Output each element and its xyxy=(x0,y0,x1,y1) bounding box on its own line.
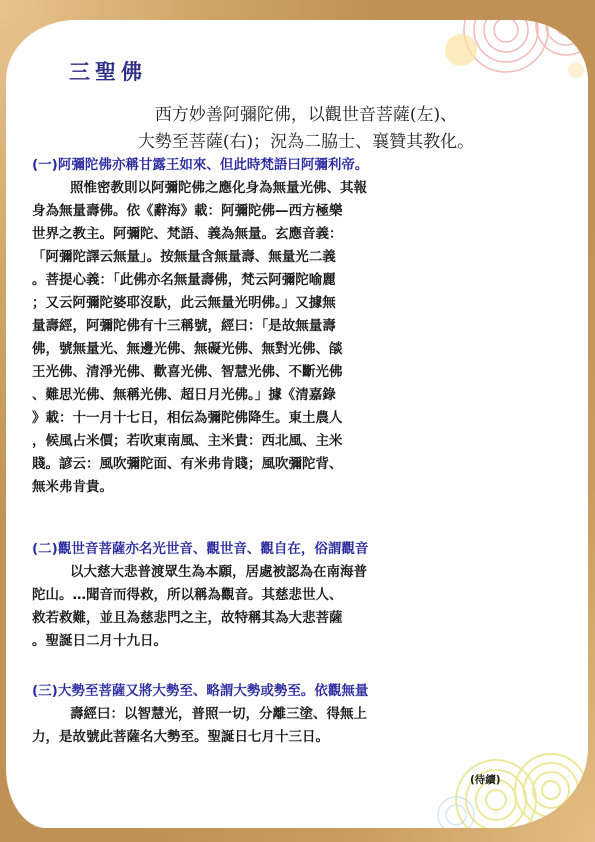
intro-line: 大勢至菩薩(右)；況為二脇士、襄贊其教化。 xyxy=(137,132,475,152)
body-line: 王光佛、清淨光佛、歡喜光佛、智慧光佛、不斷光佛 xyxy=(32,364,343,380)
body-line: 陀山。…聞音而得救，所以稱為觀音。其慈悲世人、 xyxy=(32,587,343,603)
section-body xyxy=(32,177,583,499)
body-line: 》載：十一月十七日，相伝為彌陀佛降生。東土農人 xyxy=(32,410,343,426)
body-line: 無米弗肯貴。 xyxy=(32,479,113,495)
section-amitabha xyxy=(32,154,583,499)
swirl-decoration-top-right xyxy=(426,20,588,100)
body-line: 世界之教主。阿彌陀、梵語、義為無量。玄應音義： xyxy=(32,226,343,242)
continued-note: (待續) xyxy=(470,774,501,786)
section-heading: (三)大勢至菩薩又將大勢至、略謂大勢或勢至。依觀無量 xyxy=(32,683,369,699)
body-line: 身為無量壽佛。依《辭海》載：阿彌陀佛—西方極樂 xyxy=(32,203,343,219)
body-line: 佛，號無量光、無邊光佛、無礙光佛、無對光佛、燄 xyxy=(32,341,343,357)
section-body xyxy=(32,561,583,653)
body-line: ；又云阿彌陀婆耶沒馱，此云無量光明佛。」又據無 xyxy=(32,295,336,311)
body-line: 壽經曰：以智慧光，普照一切，分離三塗、得無上 xyxy=(70,706,367,722)
body-line: 。菩提心義：「此佛亦名無量壽佛，梵云阿彌陀喻麗 xyxy=(32,272,336,288)
body-line: 救若救難，並且為慈悲門之主，故特稱其為大悲菩薩 xyxy=(32,610,343,626)
body-line: 照惟密教則以阿彌陀佛之應化身為無量光佛、其報 xyxy=(70,180,367,196)
section-avalokitesvara xyxy=(32,538,583,653)
section-heading: (二)觀世音菩薩亦名光世音、觀世音、觀自在，俗謂觀音 xyxy=(32,541,369,557)
page-title: 三聖佛 xyxy=(69,60,147,84)
section-mahasthamaprapta xyxy=(32,680,583,749)
body-line: ，候風占米價；若吹東南風、主米貴：西北風、主米 xyxy=(32,433,343,449)
body-line: 力，是故號此菩薩名大勢至。聖誕日七月十三日。 xyxy=(32,729,329,745)
body-line: 量壽經，阿彌陀佛有十三稱號，經曰：「是故無量壽 xyxy=(32,318,336,334)
intro-paragraph xyxy=(46,102,566,156)
document-sheet xyxy=(6,20,588,828)
body-line: 。聖誕日二月十九日。 xyxy=(32,633,167,649)
body-line: 「阿彌陀譯云無量」。按無量含無量壽、無量光二義 xyxy=(32,249,336,265)
section-body xyxy=(32,703,583,749)
body-line: 賤。諺云：風吹彌陀面、有米弗肯賤；風吹彌陀背、 xyxy=(32,456,343,472)
section-heading: (一)阿彌陀佛亦稱甘露王如來、但此時梵語曰阿彌利帝。 xyxy=(32,157,369,173)
body-line: 、難思光佛、無稱光佛、超日月光佛。」據《清嘉錄 xyxy=(32,387,336,403)
body-line: 以大慈大悲普渡眾生為本願，居處被認為在南海普 xyxy=(70,564,367,580)
intro-line: 西方妙善阿彌陀佛，以觀世音菩薩(左)、 xyxy=(154,105,458,125)
